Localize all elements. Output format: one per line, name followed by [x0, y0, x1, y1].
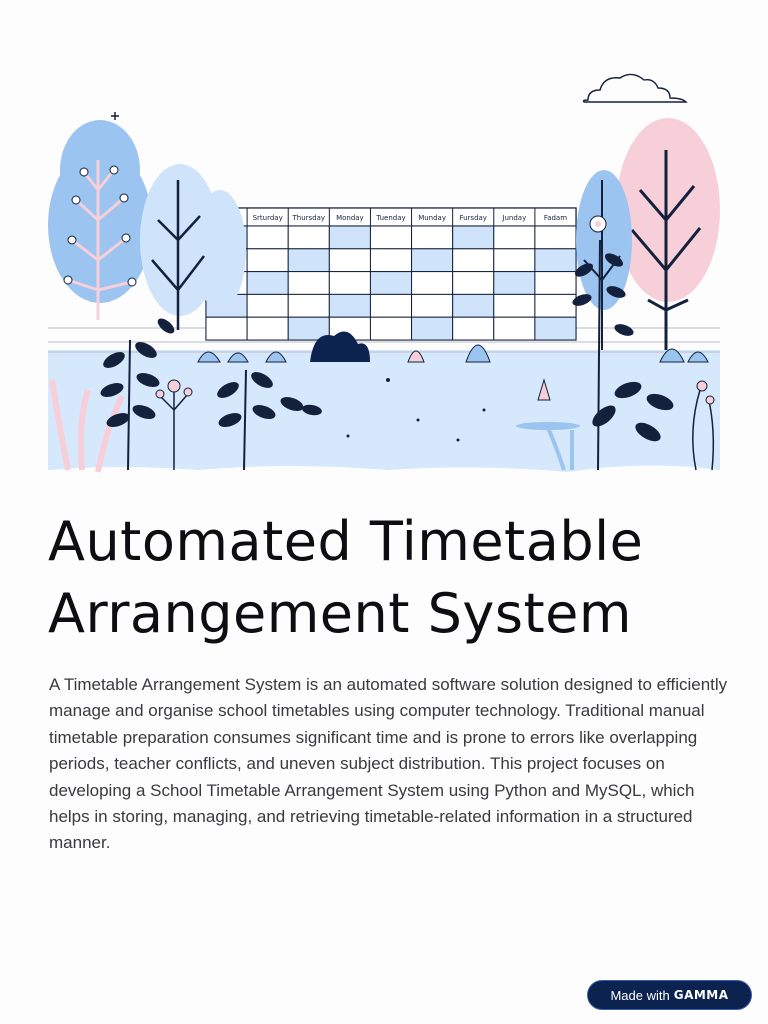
calendar-cell: [453, 249, 494, 272]
gamma-logo: GAMMA: [673, 988, 729, 1002]
calendar-cell: [535, 226, 576, 249]
calendar-cell: [535, 294, 576, 317]
calendar-cell: [453, 272, 494, 295]
calendar-day-label: Fadam: [543, 214, 568, 222]
calendar-cell: [494, 317, 535, 340]
calendar-cell: [370, 317, 411, 340]
calendar-cell: [370, 272, 411, 295]
calendar-day-label: Tuenday: [376, 214, 406, 222]
calendar-cell: [247, 294, 288, 317]
badge-prefix: Made with: [610, 987, 670, 1003]
calendar-cell: [412, 226, 453, 249]
calendar-cell: [494, 226, 535, 249]
calendar-cell: [288, 226, 329, 249]
title-line-1: Automated Timetable: [48, 510, 644, 573]
calendar-cell: [370, 249, 411, 272]
calendar-cell: [453, 317, 494, 340]
calendar-cell: [288, 249, 329, 272]
calendar-cell: [494, 272, 535, 295]
garden-calendar-illustration: [48, 60, 720, 480]
description-paragraph: A Timetable Arrangement System is an automated software solution designed to efficiently manage and organise school timetables using computer technology. Traditional manual timetable preparation consumes significant time and is prone to errors like overlapping periods, teacher conflicts, and uneven subject distribution. This project focuses on developing a School Timetable Arrangement System using Python and MySQL, which helps in storing, managing, and retrieving timetable-related information in a structured manner.: [49, 675, 728, 853]
calendar-cell: [370, 226, 411, 249]
page-title: [48, 506, 728, 650]
calendar-cell: [453, 294, 494, 317]
calendar-day-label: Thursday: [292, 214, 326, 222]
calendar-cell: [329, 226, 370, 249]
calendar-day-label: Monday: [336, 214, 364, 222]
calendar-cell: [535, 317, 576, 340]
calendar-cell: [453, 226, 494, 249]
calendar-cell: [494, 294, 535, 317]
calendar-cell: [288, 272, 329, 295]
calendar-cell: [329, 249, 370, 272]
calendar-cell: [412, 294, 453, 317]
calendar-day-label: Munday: [418, 214, 447, 222]
calendar-grid: [206, 208, 576, 340]
calendar-cell: [329, 294, 370, 317]
calendar-cell: [494, 249, 535, 272]
calendar-cell: [412, 249, 453, 272]
calendar-day-label: Fursday: [459, 214, 487, 222]
title-line-2: Arrangement System: [48, 582, 632, 645]
hero-illustration: [48, 60, 720, 480]
calendar-cell: [535, 272, 576, 295]
calendar-cell: [370, 294, 411, 317]
calendar-cell: [288, 294, 329, 317]
calendar-cell: [412, 317, 453, 340]
calendar-cell: [247, 226, 288, 249]
calendar-cell: [535, 249, 576, 272]
calendar-cell: [329, 272, 370, 295]
calendar-cell: [247, 317, 288, 340]
calendar-cell: [412, 272, 453, 295]
calendar-day-label: Srturday: [252, 214, 283, 222]
made-with-gamma-badge[interactable]: [587, 980, 752, 1010]
calendar-cell: [247, 272, 288, 295]
calendar-day-label: Junday: [502, 214, 527, 222]
cloud-icon: [584, 74, 687, 102]
calendar-cell: [247, 249, 288, 272]
calendar-cell: [206, 317, 247, 340]
